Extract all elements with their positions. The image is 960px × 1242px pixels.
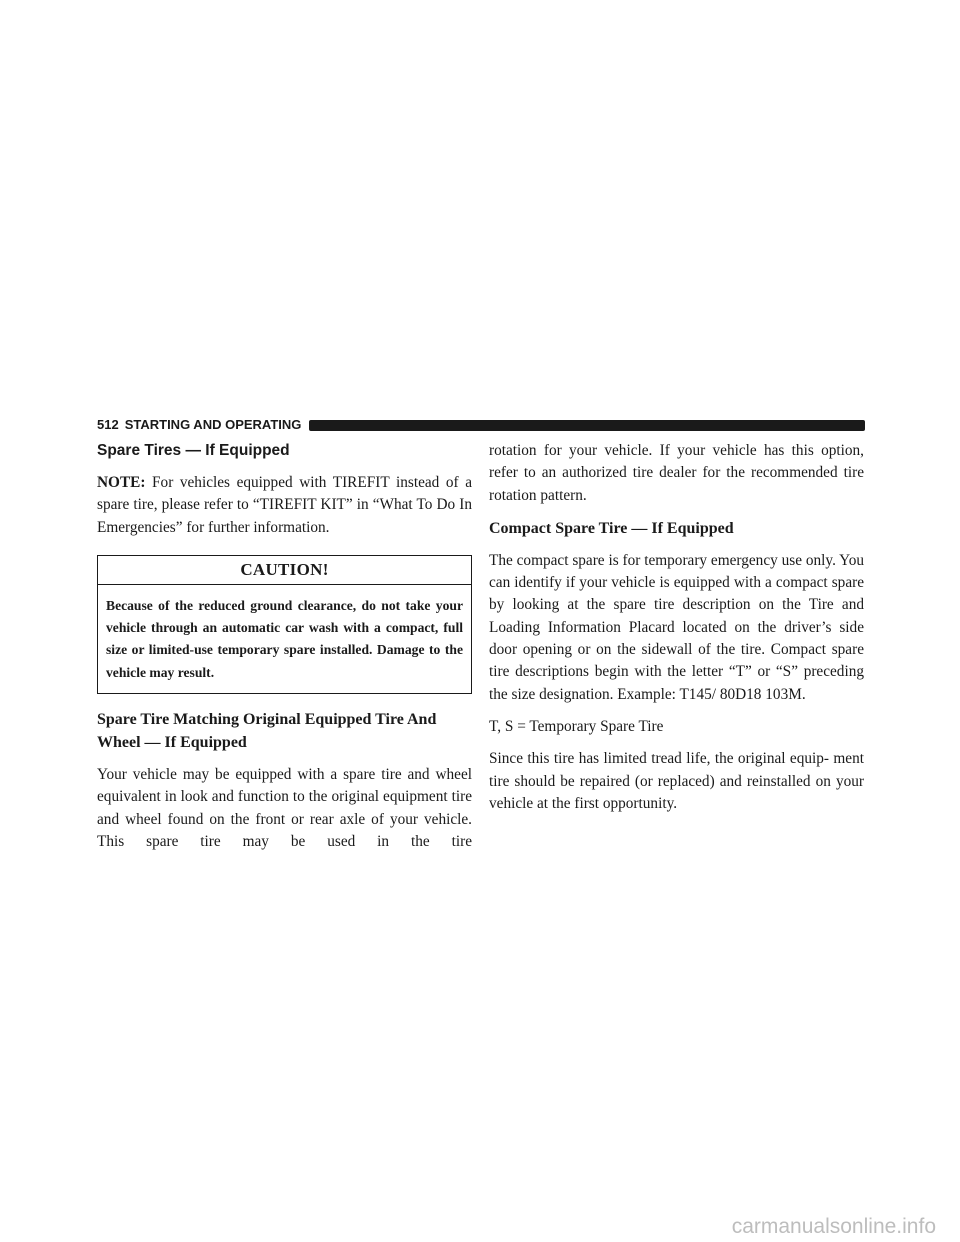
- compact-spare-heading: Compact Spare Tire — If Equipped: [489, 519, 734, 537]
- temporary-spare-definition: T, S = Temporary Spare Tire: [489, 717, 664, 735]
- page-header: [97, 418, 865, 432]
- header-rule: [309, 420, 865, 431]
- caution-title: CAUTION!: [98, 556, 471, 585]
- section-title: STARTING AND OPERATING: [124, 417, 302, 432]
- note-label: NOTE:: [97, 474, 146, 491]
- matching-spare-heading: Spare Tire Matching Original Equipped Tire And Wheel — If Equipped: [97, 711, 437, 752]
- note-paragraph: [97, 472, 472, 539]
- tread-life-paragraph: Since this tire has limited tread life, the original equip- ment tire should be repaired (or replaced) and reinstalled on your vehicle at the first opportunity.: [489, 750, 864, 812]
- note-text: For vehicles equipped with TIREFIT instead of a spare tire, please refer to “TIREFIT KIT” in “What To Do In Emergencies” for further information.: [97, 474, 472, 536]
- watermark: carmanualsonline.info: [731, 1215, 936, 1238]
- right-column: [489, 440, 864, 825]
- spare-tires-heading: Spare Tires — If Equipped: [97, 442, 290, 459]
- left-column: [97, 440, 472, 863]
- caution-text: Because of the reduced ground clearance, do not take your vehicle through an automatic car wash with a compact, full size or limited-use temporary spare installed. Damage to the vehicle may result.: [106, 597, 463, 680]
- page-number: 512: [97, 417, 119, 432]
- matching-spare-paragraph: Your vehicle may be equipped with a spare tire and wheel equivalent in look and function to the original equipment tire and wheel found on the front or rear axle of your vehicle. This spare tire may be used in the tire: [97, 766, 472, 850]
- compact-spare-paragraph: The compact spare is for temporary emergency use only. You can identify if your vehicle is equipped with a compact spare by looking at the spare tire description on the Tire and Loading Information Placard located on the driver’s side door opening or on the sidewall of the tire. Compact spare tire descriptions begin with the letter “T” or “S” preceding the size designation. Example: T145/ 80D18 103M.: [489, 551, 864, 703]
- caution-box: [97, 555, 472, 694]
- rotation-paragraph: rotation for your vehicle. If your vehicle has this option, refer to an authorized tire dealer for the recommended tire rotation pattern.: [489, 442, 864, 504]
